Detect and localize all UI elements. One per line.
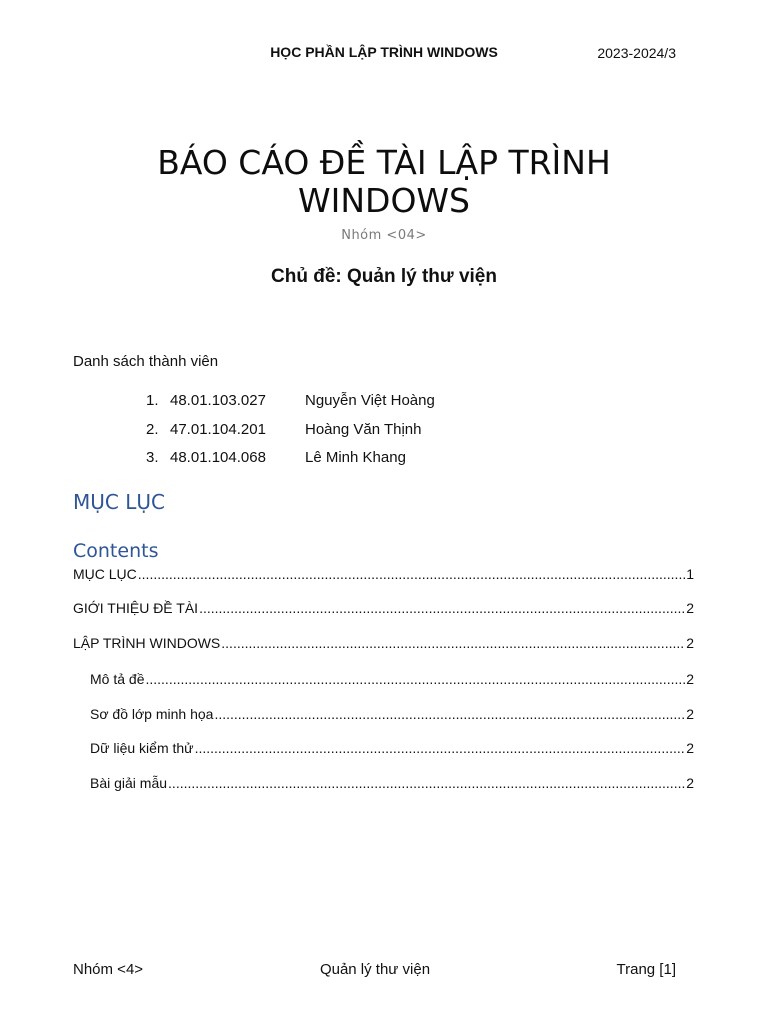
member-name: Lê Minh Khang [305,449,406,466]
document-title: BÁO CÁO ĐỀ TÀI LẬP TRÌNH WINDOWS [157,143,611,220]
header-term: 2023-2024/3 [597,45,676,61]
members-heading: Danh sách thành viên [73,353,219,370]
toc-leader-dots [138,566,685,582]
toc-entry-page: 2 [686,635,694,651]
toc-leader-dots [168,775,685,791]
toc-entry[interactable] [90,775,694,793]
toc-entry-page: 2 [686,600,694,616]
toc-entry-label: Dữ liệu kiểm thử [90,740,194,756]
member-name: Hoàng Văn Thịnh [305,421,422,438]
toc-entry[interactable] [90,706,694,724]
toc-entry-page: 1 [686,566,694,582]
member-id: 47.01.104.201 [170,421,266,438]
member-number: 1. [146,392,159,409]
toc-entry[interactable] [90,671,694,689]
member-id: 48.01.104.068 [170,449,266,466]
toc-entry[interactable] [73,566,694,584]
toc-entry-label: Bài giải mẫu [90,775,168,791]
toc-heading: MỤC LỤC [73,490,165,514]
topic-title: Chủ đề: Quản lý thư viện [271,266,497,287]
header-course-title: HỌC PHẦN LẬP TRÌNH WINDOWS [270,44,498,60]
toc-entry-label: Mô tả đề [90,671,145,687]
toc-entry-page: 2 [686,671,694,687]
toc-entry-label: MỤC LỤC [73,566,137,582]
toc-leader-dots [221,635,685,651]
footer-topic: Quản lý thư viện [319,961,431,978]
toc-entry[interactable] [73,635,694,653]
toc-entry[interactable] [73,600,694,618]
toc-entry-page: 2 [686,775,694,791]
toc-leader-dots [214,706,685,722]
toc-entry-page: 2 [686,740,694,756]
toc-entry[interactable] [90,740,694,758]
toc-leader-dots [199,600,685,616]
toc-entry-label: Sơ đồ lớp minh họa [90,706,214,722]
group-subtitle: Nhóm <04> [341,228,427,243]
member-name: Nguyễn Việt Hoàng [305,392,435,409]
contents-heading: Contents [73,540,159,562]
footer-page-number: Trang [1] [616,961,676,978]
toc-entry-page: 2 [686,706,694,722]
toc-leader-dots [195,740,686,756]
member-id: 48.01.103.027 [170,392,266,409]
member-number: 2. [146,421,159,438]
toc-entry-label: LẬP TRÌNH WINDOWS [73,635,221,651]
footer-group: Nhóm <4> [73,961,144,978]
toc-leader-dots [145,671,685,687]
member-number: 3. [146,449,159,466]
toc-entry-label: GIỚI THIỆU ĐỀ TÀI [73,600,199,616]
